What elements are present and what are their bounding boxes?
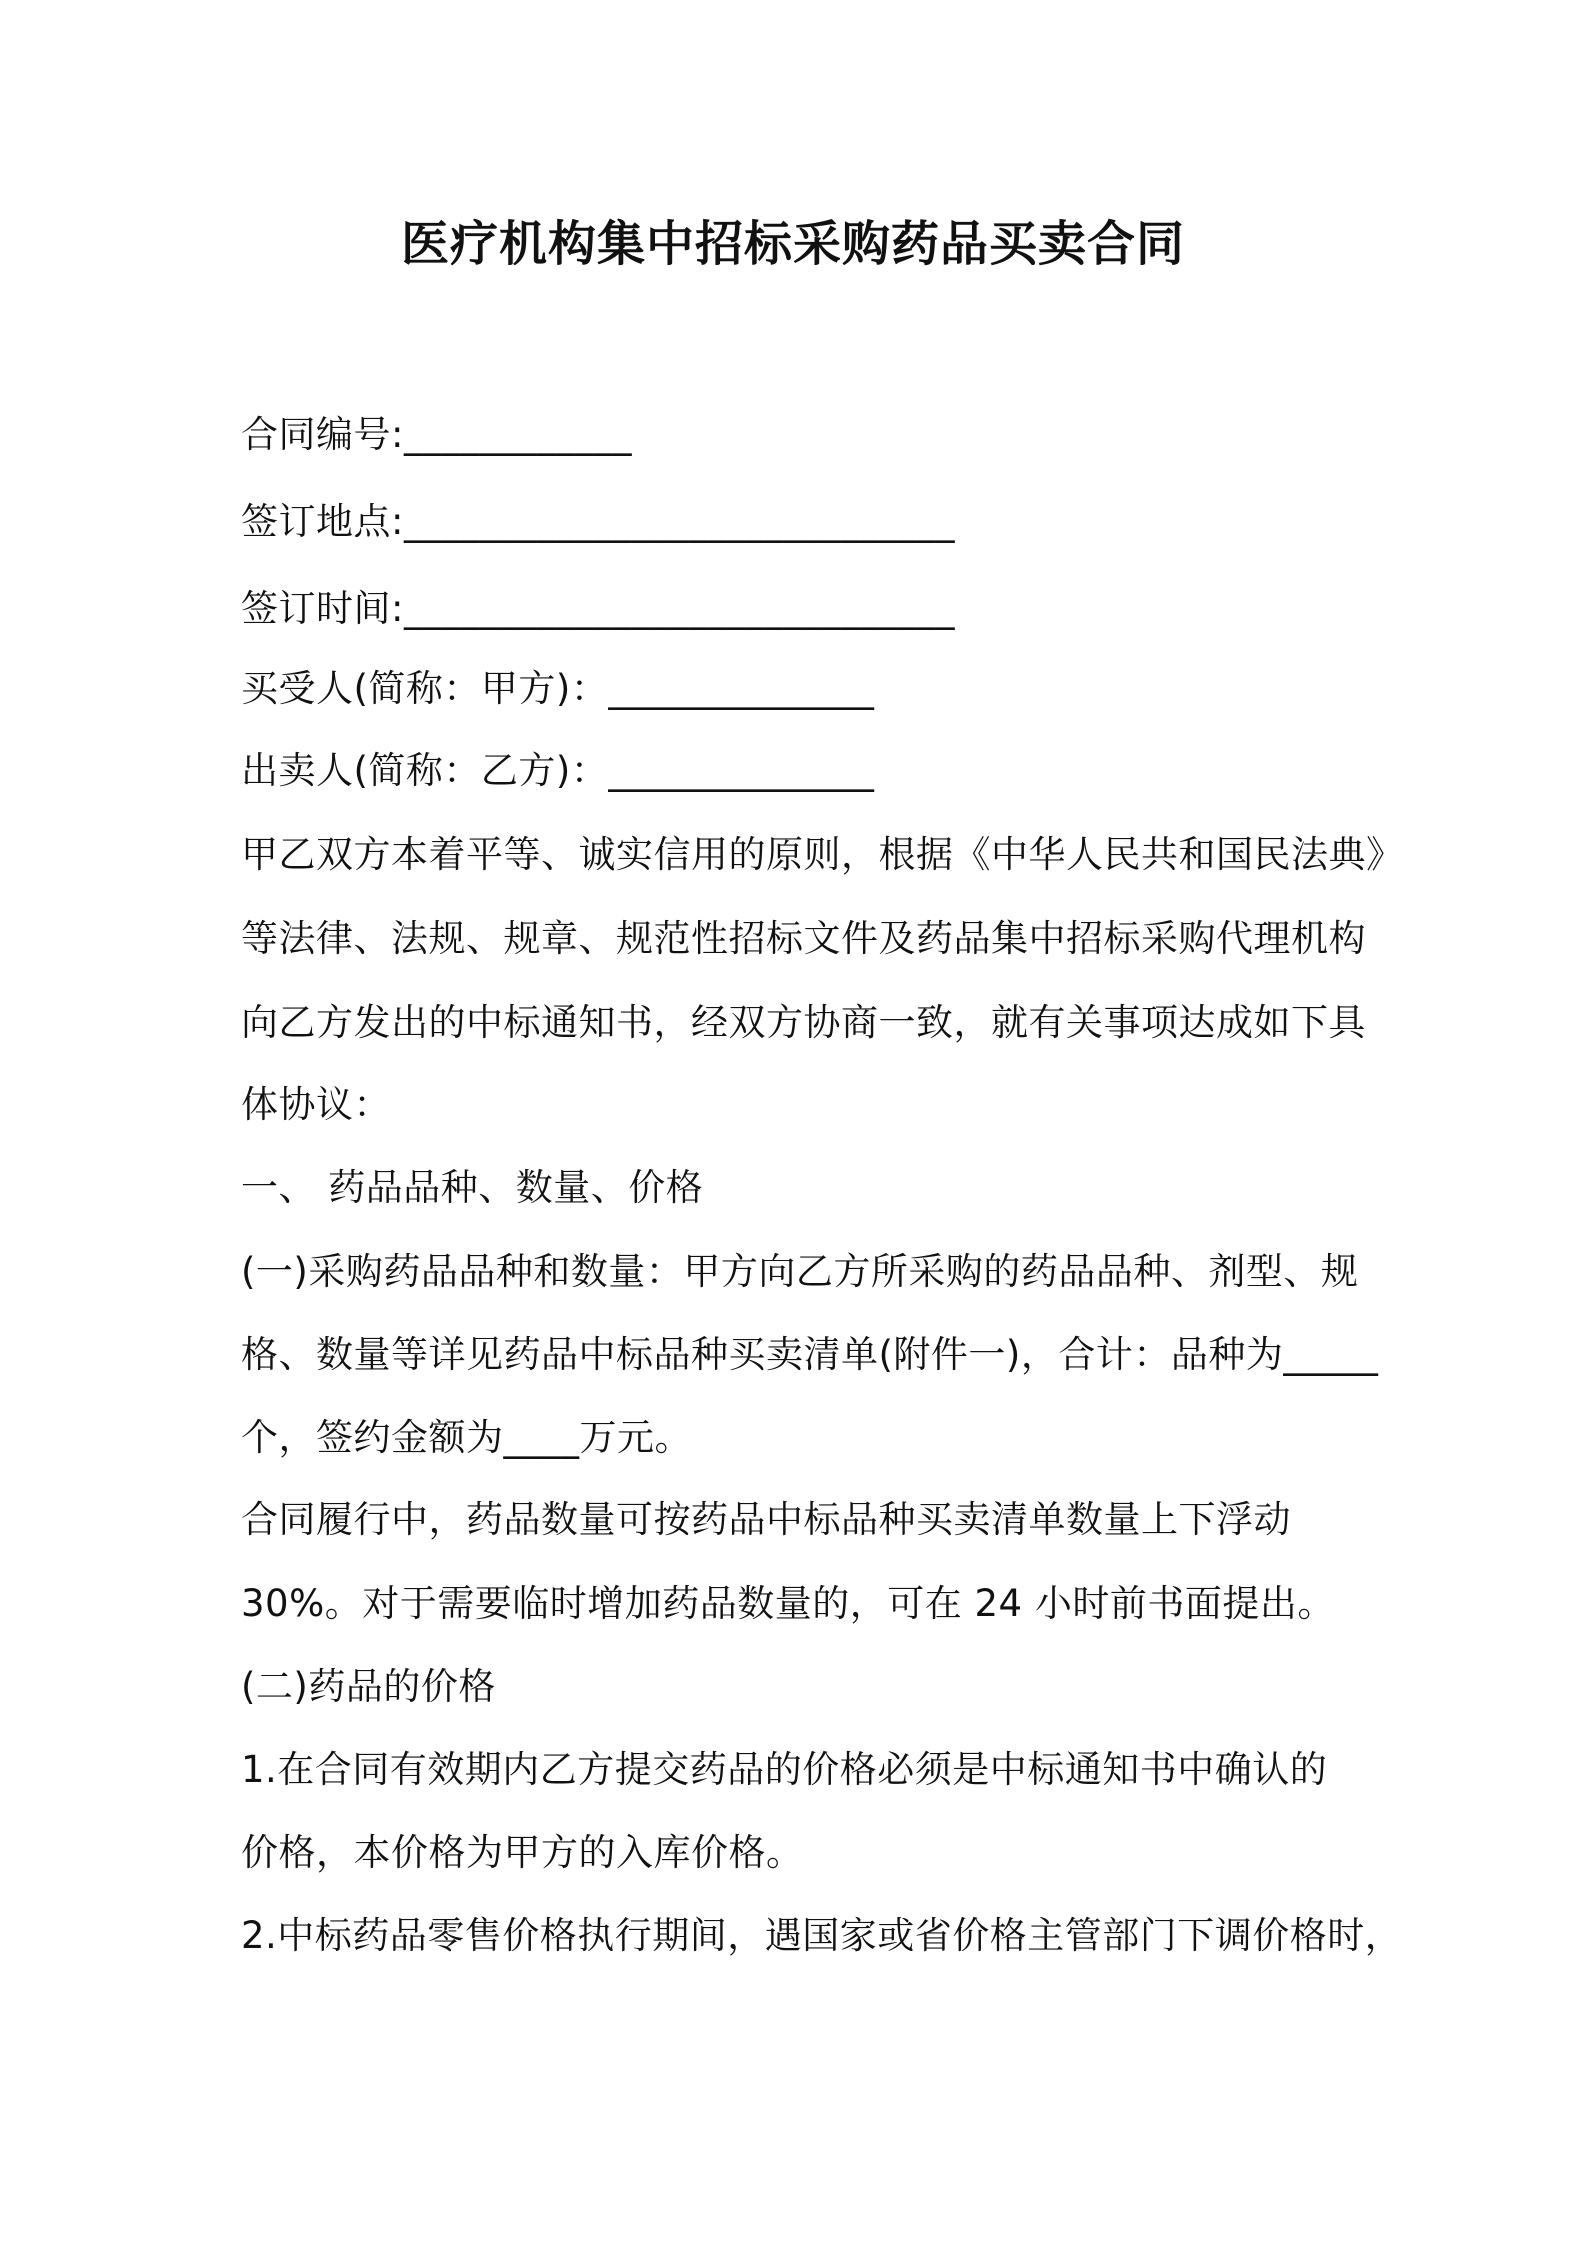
buyer-field: 买受人(简称：甲方)：______________ [241, 667, 875, 710]
preamble-line: 等法律、法规、规章、规范性招标文件及药品集中招标采购代理机构 [241, 917, 1366, 960]
price-item-one-line: 价格，本价格为甲方的入库价格。 [241, 1831, 804, 1874]
fluctuation-line: 合同履行中，药品数量可按药品中标品种买卖清单数量上下浮动 [241, 1498, 1291, 1541]
subsection-two-heading: (二)药品的价格 [241, 1665, 496, 1708]
subsection-one-line: 个，签约金额为____万元。 [241, 1416, 692, 1459]
price-item-two-line: 2.中标药品零售价格执行期间，遇国家或省价格主管部门下调价格时， [241, 1914, 1403, 1957]
signing-time-field: 签订时间:_____________________________ [241, 587, 955, 630]
preamble-line: 甲乙双方本着平等、诚实信用的原则，根据《中华人民共和国民法典》 [241, 833, 1404, 876]
subsection-one-line: 格、数量等详见药品中标品种买卖清单(附件一)，合计：品种为_____ [241, 1333, 1379, 1376]
contract-number-field: 合同编号:____________ [241, 413, 632, 456]
subsection-one-line: (一)采购药品品种和数量：甲方向乙方所采购的药品品种、剂型、规 [241, 1250, 1359, 1293]
signing-place-field: 签订地点:_____________________________ [241, 500, 955, 543]
section-one-heading: 一、 药品品种、数量、价格 [241, 1166, 704, 1209]
price-item-one-line: 1.在合同有效期内乙方提交药品的价格必须是中标通知书中确认的 [241, 1748, 1328, 1791]
document-title: 医疗机构集中招标采购药品买卖合同 [400, 216, 1185, 272]
preamble-line: 体协议： [241, 1083, 391, 1126]
seller-field: 出卖人(简称：乙方)：______________ [241, 749, 875, 792]
preamble-line: 向乙方发出的中标通知书，经双方协商一致，就有关事项达成如下具 [241, 1001, 1366, 1044]
fluctuation-line: 30%。对于需要临时增加药品数量的，可在 24 小时前书面提出。 [241, 1582, 1335, 1625]
